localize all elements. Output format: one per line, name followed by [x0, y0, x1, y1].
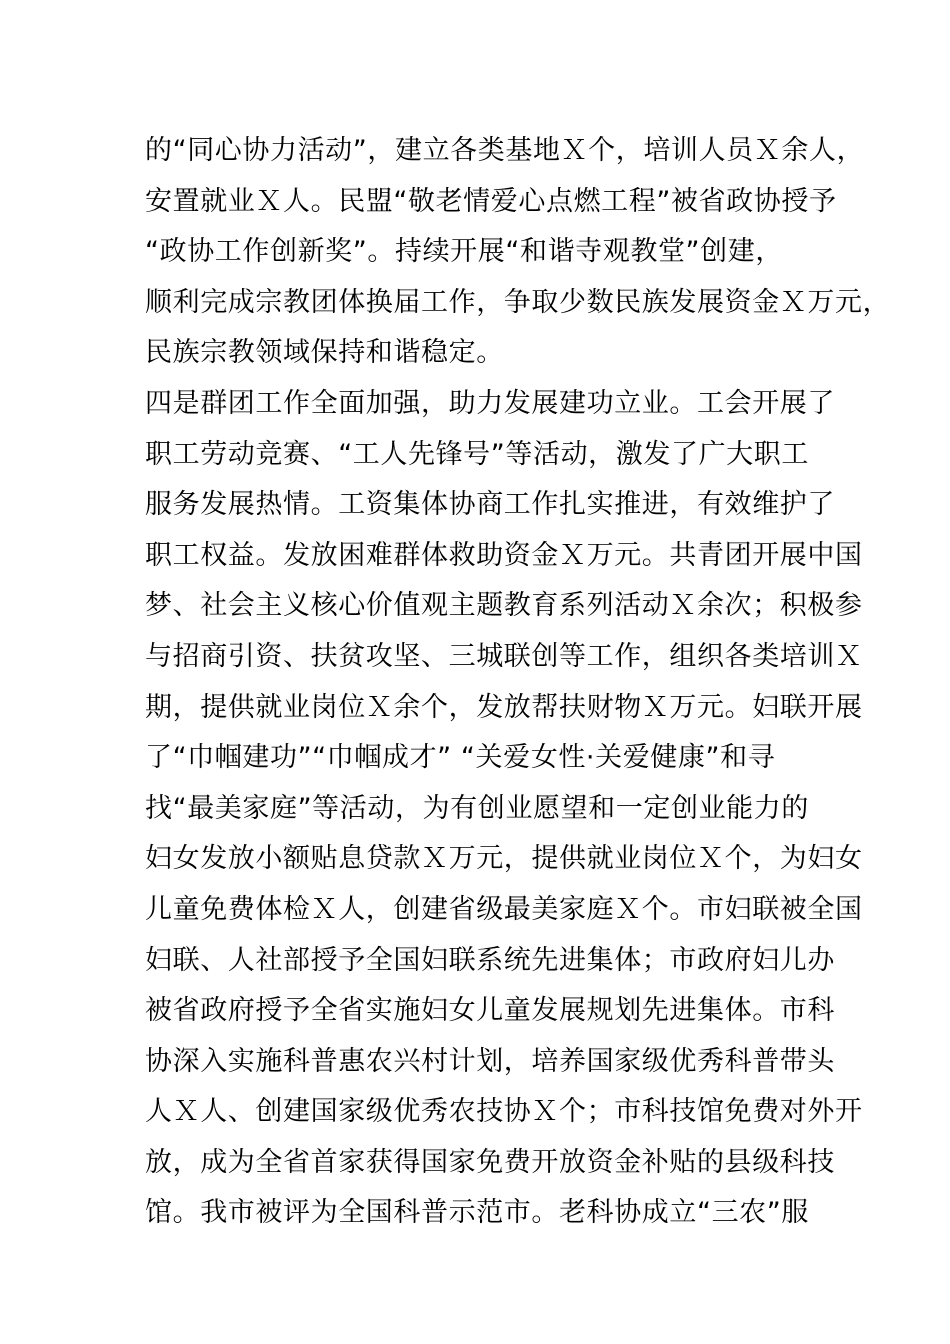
- text-line: 找“最美家庭”等活动，为有创业愿望和一定创业能力的: [145, 792, 809, 824]
- text-line: 协深入实施科普惠农兴村计划，培养国家级优秀科普带头: [145, 1045, 835, 1077]
- text-line: 职工权益。发放困难群体救助资金Ｘ万元。共青团开展中国: [145, 539, 863, 571]
- text-line: 职工劳动竞赛、“工人先锋号”等活动，激发了广大职工: [145, 438, 809, 470]
- text-line: 馆。我市被评为全国科普示范市。老科协成立“三农”服: [145, 1197, 809, 1229]
- text-line: 顺利完成宗教团体换届工作，争取少数民族发展资金Ｘ万元，: [145, 286, 891, 318]
- body-text: [145, 126, 891, 1239]
- text-line: 四是群团工作全面加强，助力发展建功立业。工会开展了: [145, 387, 835, 419]
- text-line: 期，提供就业岗位Ｘ余个，发放帮扶财物Ｘ万元。妇联开展: [145, 691, 863, 723]
- text-line: 与招商引资、扶贫攻坚、三城联创等工作，组织各类培训Ｘ: [145, 640, 863, 672]
- text-line: 人Ｘ人、创建国家级优秀农技协Ｘ个；市科技馆免费对外开: [145, 1096, 863, 1128]
- text-line: “政协工作创新奖”。持续开展“和谐寺观教堂”创建，: [145, 236, 783, 268]
- text-line: 被省政府授予全省实施妇女儿童发展规划先进集体。市科: [145, 995, 835, 1027]
- text-line: 妇女发放小额贴息贷款Ｘ万元，提供就业岗位Ｘ个，为妇女: [145, 843, 863, 875]
- text-line: 放，成为全省首家获得国家免费开放资金补贴的县级科技: [145, 1146, 835, 1178]
- text-line: 安置就业Ｘ人。民盟“敬老情爱心点燃工程”被省政协授予: [145, 185, 837, 217]
- text-line: 梦、社会主义核心价值观主题教育系列活动Ｘ余次；积极参: [145, 590, 863, 622]
- text-line: 了“巾帼建功”“巾帼成才” “关爱女性·关爱健康”和寻: [145, 742, 776, 774]
- text-line: 服务发展热情。工资集体协商工作扎实推进，有效维护了: [145, 489, 835, 521]
- text-line: 民族宗教领域保持和谐稳定。: [145, 337, 504, 369]
- text-line: 儿童免费体检Ｘ人，创建省级最美家庭Ｘ个。市妇联被全国: [145, 893, 863, 925]
- text-line: 妇联、人社部授予全国妇联系统先进集体；市政府妇儿办: [145, 944, 835, 976]
- text-line: 的“同心协力活动”，建立各类基地Ｘ个，培训人员Ｘ余人，: [145, 135, 865, 166]
